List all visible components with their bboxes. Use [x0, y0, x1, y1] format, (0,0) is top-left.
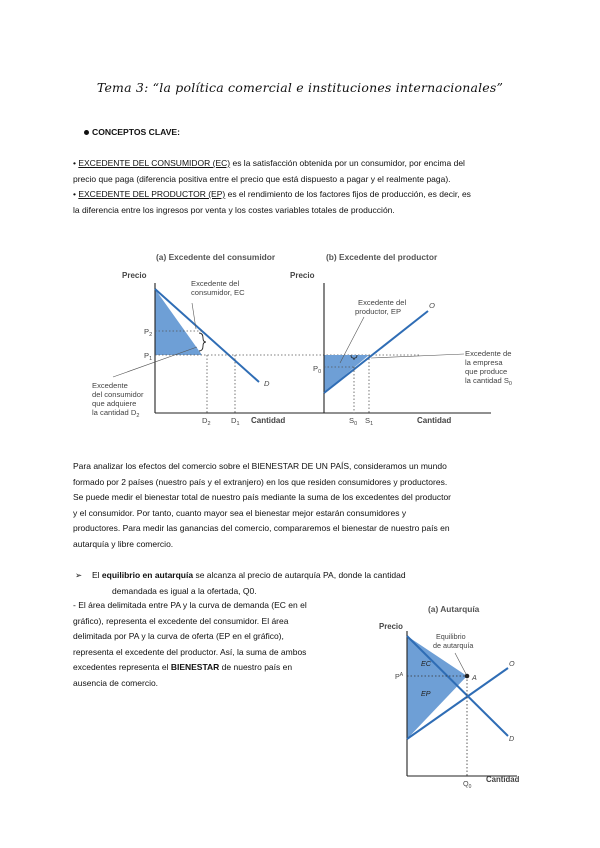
firm-label-4: la cantidad $S_0$	[465, 376, 512, 387]
welfare-line: Se puede medir el bienestar total de nuestro país mediante la suma de los excedentes del productor	[73, 492, 452, 502]
ep-label-2: productor, EP	[355, 307, 402, 316]
autarky-bullet-line2: demandada es igual a la ofertada, Q0.	[112, 585, 257, 596]
welfare-line: Para analizar los efectos del comercio sobre el BIENESTAR DE UN PAÍS, consideramos un mundo	[73, 461, 447, 471]
s0-label: $S_0$	[349, 416, 358, 427]
definition-ec-line2: precio que paga (diferencia positiva entre el precio que está dispuesto a pagar y el realmente paga).	[73, 173, 451, 184]
d1-label: $D_1$	[231, 416, 240, 427]
firm-label-1: Excedente de	[465, 349, 512, 358]
autarky-text-line: ausencia de comercio.	[73, 677, 159, 688]
definition-ep: • EXCEDENTE DEL PRODUCTOR (EP) es el rendimiento de los factores fijos de producción, es decir, es	[73, 189, 471, 199]
section-heading	[92, 127, 180, 137]
autarky-bullet-line1: El equilibrio en autarquía se alcanza al precio de autarquía PA, donde la cantidad	[92, 570, 406, 580]
bienestar-term: BIENESTAR	[170, 662, 220, 672]
panel-b-precio: Precio	[290, 271, 315, 280]
eq-label-2: de autarquía	[433, 641, 474, 650]
a-point-label: A	[472, 673, 477, 682]
buyer-label-3: que adquiere	[92, 399, 137, 408]
page-title: Tema 3: “la política comercial e instituciones internacionales”	[96, 80, 504, 95]
autarky-text-line: representa el excedente del productor. Así, la suma de ambos	[73, 646, 307, 657]
welfare-line: productores. Para medir las ganancias del comercio, compararemos el bienestar de nuestro país en	[73, 523, 450, 533]
ep-line1: es el rendimiento de los factores fijos de producción, es decir, es	[225, 189, 471, 199]
pa-label: $P^A$	[395, 672, 404, 681]
autarky-text-line: delimitada por PA y la curva de oferta (EP en el gráfico),	[73, 631, 284, 641]
d2-label: $D_2$	[202, 416, 211, 427]
ec-line1: es la satisfacción obtenida por un consumidor, por encima del	[230, 158, 465, 168]
consumer-brace-icon	[199, 333, 206, 351]
ec-term: EXCEDENTE DEL CONSUMIDOR (EC)	[78, 158, 231, 168]
autarky-ec-label: EC	[421, 659, 431, 668]
arrow-bullet-icon: ➢	[75, 570, 83, 580]
ep-label-1: Excedente del	[358, 298, 407, 307]
autarky-text-line: gráfico), representa el excedente del consumidor. El área	[73, 615, 289, 626]
firm-label-2: la empresa	[465, 358, 503, 367]
panel-a-cantidad: Cantidad	[251, 416, 286, 425]
autarky-precio: Precio	[379, 622, 403, 631]
welfare-line: y el consumidor. Por tanto, cuanto mayor sea el bienestar mejor estarán consumidores y	[73, 507, 407, 518]
buyer-label-4: la cantidad $D_2$	[92, 408, 140, 419]
autarky-text-line: excedentes representa el BIENESTAR de nuestro país en	[73, 662, 293, 672]
eq-label-1: Equilibrio	[436, 632, 466, 641]
autarky-bold-term: equilibrio en autarquía	[101, 570, 194, 580]
firm-label-3: que produce	[465, 367, 508, 376]
d-curve-label: D	[264, 379, 270, 388]
section-heading-label: CONCEPTOS CLAVE:	[92, 127, 181, 137]
panel-b-title: (b) Excedente del productor	[326, 252, 438, 262]
welfare-paragraph	[73, 459, 543, 552]
ec-label-1: Excedente del	[191, 279, 240, 288]
surplus-figure	[86, 245, 526, 435]
o-curve-label: O	[429, 301, 435, 310]
panel-b-cantidad: Cantidad	[417, 416, 452, 425]
autarky-text-line: - El área delimitada entre PA y la curva de demanda (EC en el	[73, 600, 307, 610]
autarky-figure	[370, 598, 530, 788]
buyer-label-1: Excedente	[92, 381, 128, 390]
definitions-block	[73, 156, 543, 218]
welfare-line: formado por 2 países (nuestro país y el extranjero) en los que residen consumidores y productores.	[73, 476, 448, 487]
autarky-bullet	[75, 568, 492, 599]
definition-ec: • EXCEDENTE DEL CONSUMIDOR (EC) es la satisfacción obtenida por un consumidor, por encima del	[73, 158, 465, 168]
welfare-line: autarquía y libre comercio.	[73, 538, 174, 549]
ep-term: EXCEDENTE DEL PRODUCTOR (EP)	[78, 189, 226, 199]
supply-curve-o	[324, 311, 428, 393]
autarky-d-label: D	[509, 734, 515, 743]
panel-a-title: (a) Excedente del consumidor	[156, 252, 276, 262]
panel-a-precio: Precio	[122, 271, 147, 280]
equilibrium-point-icon	[465, 674, 470, 679]
autarky-title: (a) Autarquía	[428, 604, 480, 614]
autarky-cantidad: Cantidad	[486, 775, 520, 784]
q0-label: $Q_0$	[463, 779, 472, 788]
ec-label-2: consumidor, EC	[191, 288, 245, 297]
autarky-ep-label: EP	[421, 689, 431, 698]
definition-ep-line2: la diferencia entre los ingresos por venta y los costes variables totales de producción.	[73, 204, 395, 215]
p2-label: $P_2$	[144, 327, 153, 338]
autarky-text	[73, 598, 373, 691]
autarky-o-label: O	[509, 659, 515, 668]
bullet-dot-icon	[84, 130, 89, 135]
p1-label: $P_1$	[144, 351, 153, 362]
p0-label: $P_0$	[313, 364, 322, 375]
buyer-label-2: del consumidor	[92, 390, 144, 399]
s1-label: $S_1$	[365, 416, 374, 427]
